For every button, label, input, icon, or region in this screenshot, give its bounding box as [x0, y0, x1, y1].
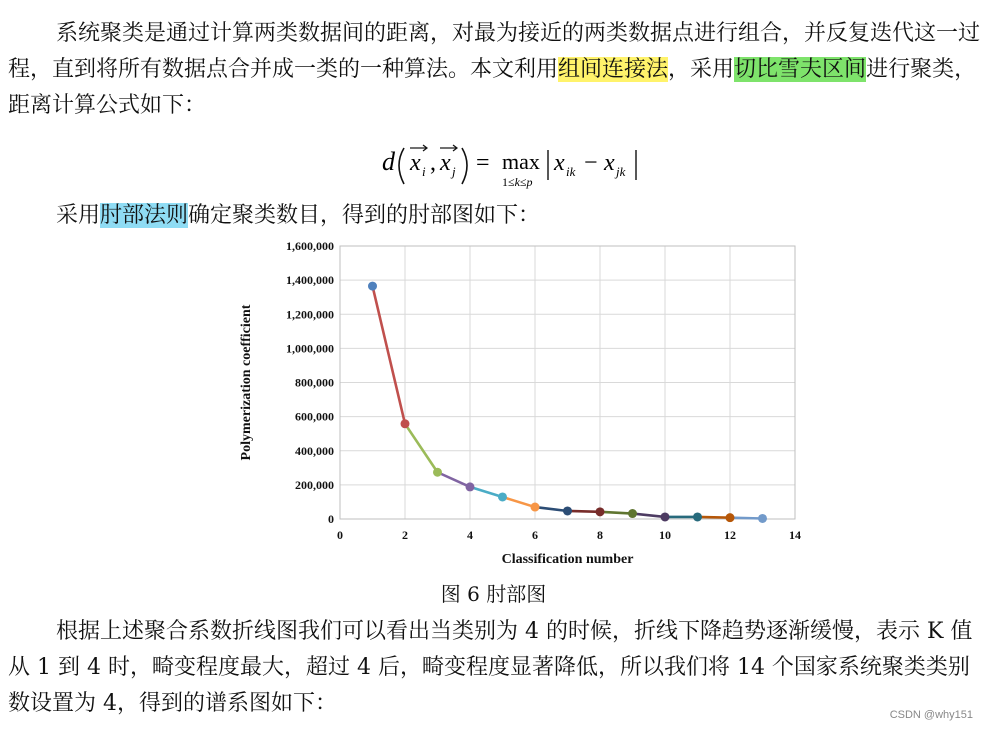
y-tick-label: 1,000,000: [286, 341, 334, 356]
distance-formula: [382, 138, 682, 188]
data-point: [693, 512, 702, 521]
y-tick-label: 0: [328, 512, 334, 526]
line-segment: [373, 286, 406, 424]
svg-text:jk: jk: [616, 164, 626, 179]
y-tick-label: 400,000: [295, 443, 334, 458]
svg-text:d: d: [382, 147, 395, 176]
figure-caption: 图 6 肘部图: [440, 582, 547, 606]
data-point: [726, 513, 735, 522]
highlight-chebyshev: 切比雪夫区间: [734, 57, 867, 82]
paragraph-elbow: [8, 198, 983, 234]
data-point: [661, 512, 670, 521]
y-tick-label: 800,000: [295, 375, 334, 390]
data-point: [466, 482, 475, 491]
svg-text:x: x: [604, 150, 615, 176]
svg-text:j: j: [452, 164, 456, 179]
svg-text:max: max: [502, 149, 540, 174]
line-segment: [698, 517, 731, 518]
x-tick-label: 8: [597, 528, 603, 542]
paragraph-conclusion: 根据上述聚合系数折线图我们可以看出当类别为 4 的时候，折线下降趋势逐渐缓慢，表示 K 值从 1 到 4 时，畸变程度最大，超过 4 后，畸变程度显著降低，所以我们将 14 个国家系统聚类类别数设置为 4，得到的谱系图如下：: [8, 619, 973, 716]
y-tick-label: 1,400,000: [286, 273, 334, 288]
svg-text:x: x: [410, 150, 421, 176]
data-point: [401, 419, 410, 428]
line-segment: [568, 511, 601, 512]
intro-text-a: 系统聚类是通过计算两类数据间的距离，对最为接近的两类数据点进行组合，并反复迭代这一过程，直到将所有数据点合并成一类的一种算法。本文利用: [8, 21, 981, 82]
x-tick-label: 6: [532, 528, 538, 542]
x-tick-label: 10: [659, 528, 671, 542]
intro-text-b: ，采用: [668, 57, 735, 82]
x-tick-label: 2: [402, 528, 408, 542]
line-segment: [600, 512, 633, 514]
svg-text:=: =: [476, 150, 490, 176]
data-point: [433, 468, 442, 477]
data-point: [498, 492, 507, 501]
svg-text:x: x: [554, 150, 565, 176]
svg-text:,: ,: [430, 150, 436, 176]
data-point: [531, 503, 540, 512]
elbow-text-a: 采用: [56, 203, 101, 228]
svg-text:1≤k≤p: 1≤k≤p: [502, 175, 533, 189]
svg-text:ik: ik: [566, 164, 576, 179]
y-tick-label: 200,000: [295, 477, 334, 492]
elbow-chart-svg: [230, 236, 810, 576]
data-point: [368, 282, 377, 291]
y-tick-label: 1,200,000: [286, 307, 334, 322]
line-segment: [633, 514, 666, 517]
data-point: [563, 506, 572, 515]
paragraph-intro: [8, 16, 983, 124]
x-tick-label: 12: [724, 528, 736, 542]
svg-text:−: −: [584, 150, 598, 176]
line-segment: [470, 487, 503, 497]
x-axis-label: Classification number: [501, 552, 634, 567]
x-tick-label: 4: [467, 528, 473, 542]
elbow-text-b: 确定聚类数目，得到的肘部图如下：: [188, 203, 541, 228]
x-tick-label: 0: [337, 528, 343, 542]
data-point: [758, 514, 767, 523]
data-point: [628, 509, 637, 518]
y-tick-label: 600,000: [295, 409, 334, 424]
line-segment: [730, 518, 763, 519]
line-segment: [503, 497, 536, 507]
intro-text-c: 进行聚类，距离计算公式如下：: [8, 57, 977, 118]
svg-text:i: i: [422, 164, 426, 179]
highlight-elbow-rule: 肘部法则: [100, 203, 189, 228]
data-point: [596, 507, 605, 516]
x-tick-label: 14: [789, 528, 801, 542]
line-segment: [405, 424, 438, 472]
highlight-group-linkage: 组间连接法: [558, 57, 669, 82]
line-segment: [535, 507, 568, 511]
elbow-chart: [230, 236, 810, 576]
svg-text:x: x: [440, 150, 451, 176]
y-tick-label: 1,600,000: [286, 239, 334, 253]
y-axis-label: Polymerization coefficient: [239, 304, 254, 461]
watermark: CSDN @why151: [889, 709, 973, 721]
